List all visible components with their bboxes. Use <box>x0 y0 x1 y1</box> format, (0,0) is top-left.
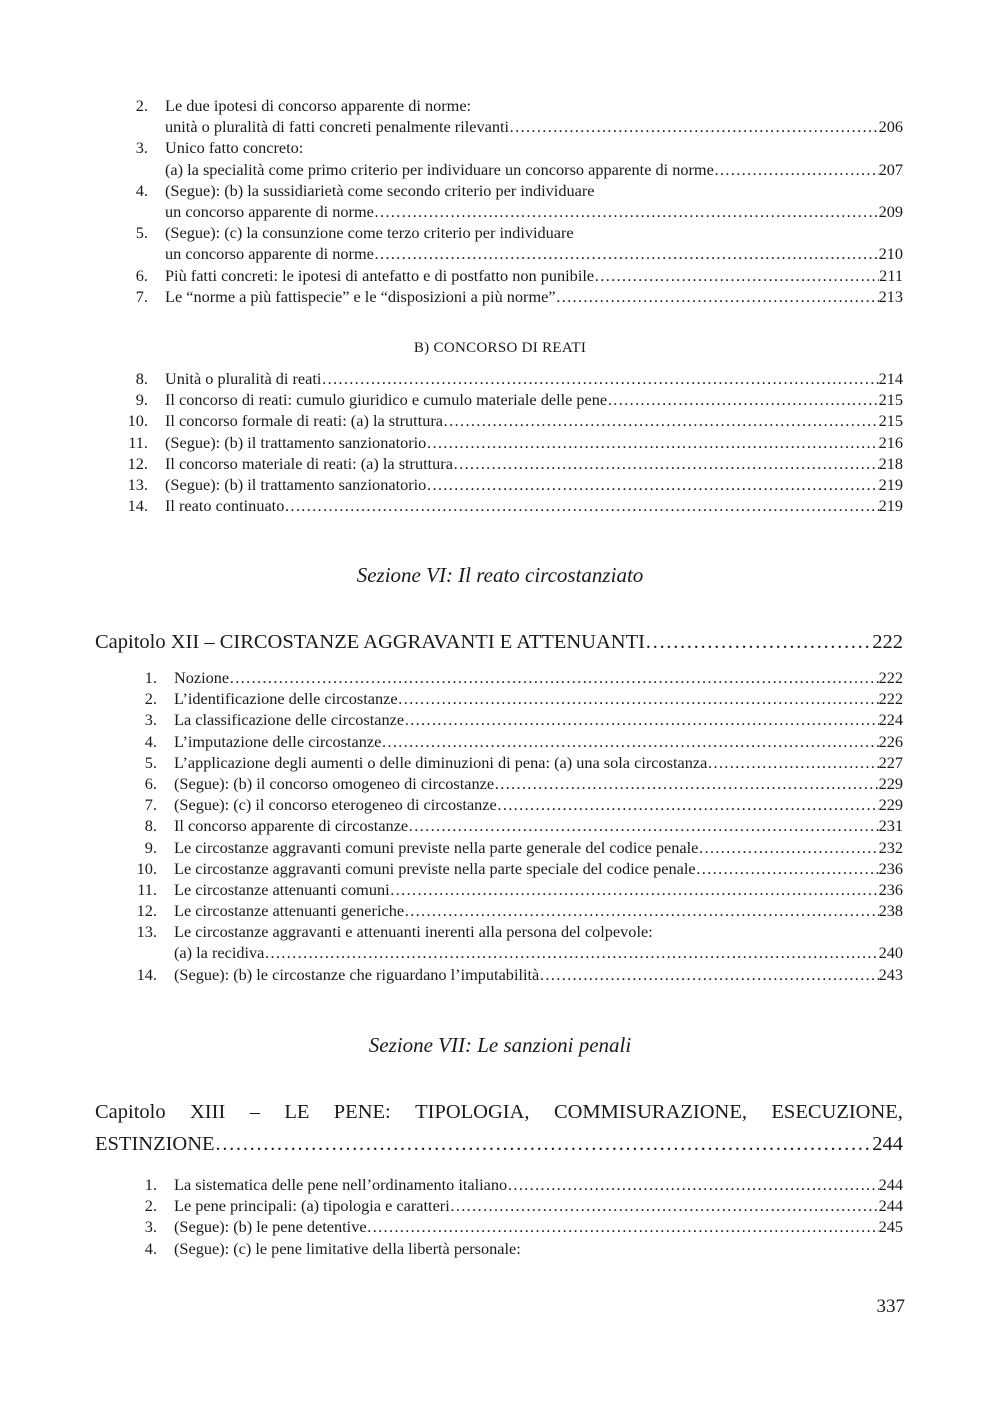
entry-number: 2. <box>135 96 148 115</box>
chapter-xiii-word: LE <box>284 1101 310 1123</box>
entry-number: 5. <box>135 223 148 243</box>
leader-dots <box>450 1195 879 1216</box>
chapter-xiii-title-line2: ESTINZIONE <box>95 1133 215 1155</box>
leader-dots <box>707 752 878 773</box>
entry-page: 238 <box>878 901 903 921</box>
entry-page: 209 <box>878 201 903 221</box>
entry-number: 6. <box>135 265 148 285</box>
entry-text-with-page <box>174 942 903 963</box>
entry-page: 222 <box>878 668 903 687</box>
toc-row <box>0 1238 1000 1259</box>
chapter-xiii-title-line1 <box>95 1096 903 1128</box>
chapter-xii-page: 222 <box>872 631 903 653</box>
entry-text-with-page <box>165 474 903 495</box>
entry-text-with-page <box>165 243 903 264</box>
entry-number: 3. <box>144 710 157 730</box>
leader-dots <box>404 900 879 921</box>
section-title-vi: Sezione VI: Il reato circostanziato <box>356 563 644 587</box>
entry-number: 13. <box>136 922 157 942</box>
entry-number: 4. <box>144 1238 157 1258</box>
entry-number: 10. <box>136 858 157 878</box>
entry-number: 8. <box>144 816 157 836</box>
leader-dots <box>509 116 879 137</box>
leader-dots <box>367 1216 879 1237</box>
entry-title: Le circostanze attenuanti generiche <box>174 901 405 921</box>
entry-text-with-page <box>174 731 903 752</box>
entry-title: L’applicazione degli aumenti o delle diminuzioni di pena: (a) una sola circostanza <box>174 752 708 772</box>
entry-number: 11. <box>137 879 157 899</box>
toc-row <box>0 964 1000 985</box>
entry-page: 211 <box>879 265 903 285</box>
entry-title: (Segue): (b) le circostanze che riguardano l’imputabilità <box>174 964 540 984</box>
entry-number: 2. <box>144 689 157 709</box>
entry-page: 236 <box>878 879 903 899</box>
toc-row <box>0 137 1000 158</box>
entry-page: 207 <box>878 159 903 179</box>
toc-row <box>0 1195 1000 1216</box>
toc-row <box>0 879 1000 900</box>
leader-dots <box>556 286 879 307</box>
toc-row <box>0 921 1000 942</box>
entry-title: (Segue): (b) il trattamento sanzionatorio <box>165 432 427 452</box>
leader-dots <box>426 432 878 453</box>
leader-dots <box>698 837 878 858</box>
toc-row <box>0 794 1000 815</box>
entry-number: 9. <box>135 390 148 410</box>
leader-dots <box>408 815 878 836</box>
entry-title: Le circostanze attenuanti comuni <box>174 879 390 899</box>
chapter-xii-title: Capitolo XII – CIRCOSTANZE AGGRAVANTI E ATTENUANTI <box>95 631 645 653</box>
entry-text-with-page <box>174 773 903 794</box>
entry-number: 6. <box>144 773 157 793</box>
toc-row <box>0 858 1000 879</box>
toc-row <box>0 453 1000 474</box>
entry-text-line: (Segue): (b) la sussidiarietà come secondo criterio per individuare <box>165 180 595 200</box>
toc-row <box>0 201 1000 222</box>
entry-page: 222 <box>878 689 903 709</box>
entry-title: (a) la specialità come primo criterio per individuare un concorso apparente di norme <box>165 159 714 179</box>
entry-page: 218 <box>878 453 903 473</box>
entry-title: (Segue): (b) il concorso omogeneo di circostanze <box>174 773 495 793</box>
entry-title: un concorso apparente di norme <box>165 244 374 264</box>
entry-number: 13. <box>127 474 148 494</box>
entry-title: un concorso apparente di norme <box>165 201 374 221</box>
entry-page: 243 <box>878 964 903 984</box>
entry-text-with-page <box>165 201 903 222</box>
entry-page: 244 <box>878 1175 903 1194</box>
entry-text-with-page <box>165 389 903 410</box>
toc-row <box>0 368 1000 389</box>
entry-text-with-page <box>174 1174 903 1195</box>
toc-row <box>0 95 1000 116</box>
toc-row <box>0 837 1000 858</box>
leader-dots <box>494 773 878 794</box>
entry-text-with-page <box>174 837 903 858</box>
entry-number: 2. <box>144 1196 157 1216</box>
toc-list-concorso-norme <box>0 95 1000 307</box>
entry-text-line: Le due ipotesi di concorso apparente di norme: <box>165 96 472 115</box>
entry-number: 7. <box>135 286 148 306</box>
leader-dots <box>714 159 879 180</box>
entry-text-with-page <box>174 752 903 773</box>
entry-number: 14. <box>127 496 148 516</box>
entry-page: 213 <box>878 286 903 306</box>
entry-number: 7. <box>144 795 157 815</box>
toc-row <box>0 432 1000 453</box>
toc-row <box>0 688 1000 709</box>
toc-row <box>0 709 1000 730</box>
toc-row <box>0 474 1000 495</box>
entry-number: 5. <box>144 752 157 772</box>
entry-title: Il concorso apparente di circostanze <box>174 816 409 836</box>
entry-number: 4. <box>135 180 148 200</box>
chapter-xiii-word: ESECUZIONE, <box>771 1101 903 1123</box>
leader-dots <box>453 453 879 474</box>
leader-dots <box>426 474 878 495</box>
entry-page: 219 <box>878 474 903 494</box>
entry-text-with-page <box>174 815 903 836</box>
entry-title: unità o pluralità di fatti concreti penalmente rilevanti <box>165 117 510 137</box>
chapter-xiii-word: COMMISURAZIONE, <box>553 1101 748 1123</box>
leader-dots <box>229 667 878 688</box>
entry-text-with-page <box>174 900 903 921</box>
toc-row <box>0 243 1000 264</box>
entry-title: Più fatti concreti: le ipotesi di antefatto e di postfatto non punibile <box>165 265 595 285</box>
entry-number: 14. <box>136 964 157 984</box>
entry-title: Il reato continuato <box>165 496 285 516</box>
entry-page: 224 <box>878 710 903 730</box>
entry-text-with-page <box>174 667 903 688</box>
entry-text-with-page <box>165 495 903 516</box>
leader-dots <box>264 942 878 963</box>
entry-page: 206 <box>878 117 903 137</box>
entry-number: 12. <box>127 453 148 473</box>
entry-text-line: (Segue): (c) la consunzione come terzo criterio per individuare <box>165 223 574 243</box>
entry-page: 229 <box>878 795 903 815</box>
toc-row <box>0 180 1000 201</box>
leader-dots <box>607 389 878 410</box>
entry-text-with-page <box>174 794 903 815</box>
entry-title: L’identificazione delle circostanze <box>174 689 398 709</box>
toc-list-circostanze <box>0 667 1000 985</box>
entry-page: 214 <box>878 369 903 388</box>
toc-row <box>0 495 1000 516</box>
toc-row <box>0 410 1000 431</box>
toc-row <box>0 286 1000 307</box>
entry-text-with-page <box>165 453 903 474</box>
toc-row <box>0 731 1000 752</box>
entry-page: 240 <box>878 943 903 963</box>
chapter-xiii-word: Capitolo <box>95 1101 166 1123</box>
entry-title: Le circostanze aggravanti comuni previste nella parte speciale del codice penale <box>174 858 696 878</box>
toc-row <box>0 773 1000 794</box>
section-title-vii: Sezione VII: Le sanzioni penali <box>368 1033 632 1057</box>
entry-text-with-page <box>165 265 903 286</box>
leader-dots <box>696 858 879 879</box>
page-number: 337 <box>876 1296 905 1317</box>
entry-title: Unità o pluralità di reati <box>165 369 322 388</box>
entry-page: 215 <box>878 390 903 410</box>
entry-number: 3. <box>135 138 148 158</box>
toc-row <box>0 265 1000 286</box>
entry-text-with-page <box>165 410 903 431</box>
entry-title: Il concorso di reati: cumulo giuridico e cumulo materiale delle pene <box>165 390 608 410</box>
entry-text-with-page <box>165 368 903 389</box>
toc-row <box>0 900 1000 921</box>
chapter-xiii-page: 244 <box>872 1133 903 1155</box>
entry-page: 226 <box>878 731 903 751</box>
entry-title: Nozione <box>174 668 230 687</box>
entry-page: 245 <box>878 1217 903 1237</box>
toc-row <box>0 942 1000 963</box>
leader-dots <box>507 1174 878 1195</box>
chapter-xiii-word: TIPOLOGIA, <box>415 1101 530 1123</box>
entry-page: 231 <box>878 816 903 836</box>
toc-row <box>0 752 1000 773</box>
entry-text-with-page <box>165 116 903 137</box>
toc-list-concorso-reati <box>0 368 1000 516</box>
leader-dots <box>374 243 879 264</box>
entry-page: 219 <box>878 496 903 516</box>
entry-text-with-page <box>174 1195 903 1216</box>
toc-list-pene <box>0 1174 1000 1259</box>
entry-page: 210 <box>878 244 903 264</box>
leader-dots <box>374 201 879 222</box>
leader-dots <box>645 626 872 658</box>
leader-dots <box>404 709 879 730</box>
entry-number: 11. <box>128 432 148 452</box>
entry-number: 9. <box>144 837 157 857</box>
toc-row <box>0 116 1000 137</box>
entry-text-with-page <box>165 159 903 180</box>
entry-text-with-page <box>174 964 903 985</box>
entry-title: (Segue): (b) le pene detentive <box>174 1217 367 1237</box>
chapter-xiii-word: PENE: <box>333 1101 391 1123</box>
entry-text-with-page <box>174 1238 903 1259</box>
entry-text-with-page <box>174 879 903 900</box>
entry-text-with-page <box>174 688 903 709</box>
chapter-xiii-word: – <box>249 1101 260 1123</box>
entry-title: (Segue): (c) le pene limitative della libertà personale: <box>174 1238 521 1258</box>
entry-number: 3. <box>144 1217 157 1237</box>
leader-dots <box>398 688 879 709</box>
entry-number: 12. <box>136 901 157 921</box>
toc-row <box>0 1216 1000 1237</box>
toc-row <box>0 389 1000 410</box>
leader-dots <box>539 964 878 985</box>
entry-page: 227 <box>878 752 903 772</box>
toc-row <box>0 1174 1000 1195</box>
entry-page: 215 <box>878 411 903 431</box>
entry-text-with-page <box>165 286 903 307</box>
entry-title: (a) la recidiva <box>174 943 265 963</box>
entry-title: Il concorso materiale di reati: (a) la struttura <box>165 453 453 473</box>
entry-number: 10. <box>127 411 148 431</box>
entry-title: (Segue): (b) il trattamento sanzionatorio <box>165 474 427 494</box>
entry-text-line: Le circostanze aggravanti e attenuanti inerenti alla persona del colpevole: <box>174 922 653 942</box>
subheading-concorso-reati: B) CONCORSO DI REATI <box>413 340 587 356</box>
entry-title: La classificazione delle circostanze <box>174 710 405 730</box>
entry-number: 8. <box>135 369 148 388</box>
entry-page: 236 <box>878 858 903 878</box>
entry-page: 216 <box>878 432 903 452</box>
entry-title: Le pene principali: (a) tipologia e caratteri <box>174 1196 450 1216</box>
entry-title: Il concorso formale di reati: (a) la struttura <box>165 411 444 431</box>
entry-number: 1. <box>144 1175 157 1194</box>
toc-row <box>0 159 1000 180</box>
leader-dots <box>443 410 879 431</box>
entry-title: Le circostanze aggravanti comuni previste nella parte generale del codice penale <box>174 837 699 857</box>
entry-text-with-page <box>174 709 903 730</box>
toc-row <box>0 815 1000 836</box>
toc-row <box>0 222 1000 243</box>
entry-number: 4. <box>144 731 157 751</box>
entry-page: 244 <box>878 1196 903 1216</box>
entry-text-with-page <box>174 1216 903 1237</box>
leader-dots <box>594 265 879 286</box>
chapter-xii-heading <box>95 626 903 658</box>
leader-dots <box>284 495 878 516</box>
entry-text-line: Unico fatto concreto: <box>165 138 304 158</box>
entry-title: Le “norme a più fattispecie” e le “disposizioni a più norme” <box>165 286 556 306</box>
entry-title: L’imputazione delle circostanze <box>174 731 382 751</box>
entry-text-with-page <box>165 432 903 453</box>
chapter-xiii-word: XIII <box>190 1101 226 1123</box>
entry-number: 1. <box>144 668 157 687</box>
leader-dots <box>215 1128 873 1160</box>
leader-dots <box>381 731 878 752</box>
entry-title: La sistematica delle pene nell’ordinamento italiano <box>174 1175 508 1194</box>
chapter-xiii-heading <box>95 1096 903 1160</box>
entry-title: (Segue): (c) il concorso eterogeneo di circostanze <box>174 795 497 815</box>
leader-dots <box>390 879 879 900</box>
entry-page: 229 <box>878 773 903 793</box>
toc-row <box>0 667 1000 688</box>
entry-text-with-page <box>174 858 903 879</box>
leader-dots <box>497 794 879 815</box>
entry-page: 232 <box>878 837 903 857</box>
leader-dots <box>321 368 878 389</box>
